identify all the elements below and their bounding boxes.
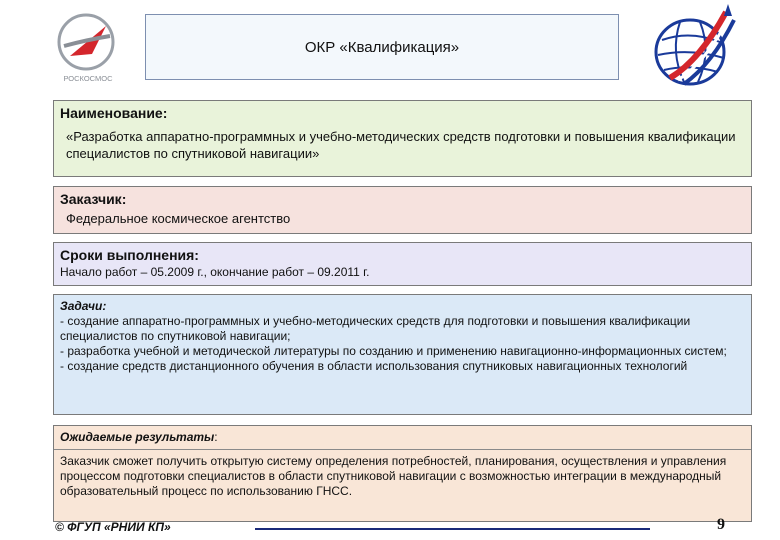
schedule-heading: Сроки выполнения: [60,247,199,263]
footer-line [255,528,650,530]
customer-heading: Заказчик: [60,191,127,207]
page-title-box [145,14,619,80]
rnii-kp-logo [640,0,750,92]
page-title: ОКР «Квалификация» [304,38,460,56]
results-heading: Ожидаемые результаты [60,430,215,444]
results-heading-colon: : [214,430,218,444]
results-text: Заказчик сможет получить открытую систему определения потребностей, планирования, осуществления и управления процессом подготовки специалистов в области спутниковой навигации с возможностью интеграции в международный образовательный процесс по использованию ГНСС. [60,454,727,498]
page-number: 9 [717,516,725,533]
roscosmos-logo [48,10,128,84]
results-divider [54,449,751,450]
tasks-section [53,294,752,415]
results-section [53,425,752,522]
task-line: - создание аппаратно-программных и учебно-методических средств для подготовки и повышения квалификации специалистов по спутниковой навигации; [60,314,691,343]
customer-text: Федеральное космическое агентство [66,211,291,226]
schedule-text: Начало работ – 05.2009 г., окончание работ – 09.2011 г. [60,265,370,279]
name-section [53,100,752,177]
customer-section [53,186,752,234]
results-heading-row [60,430,745,445]
footer-copyright: © ФГУП «РНИИ КП» [55,520,171,534]
name-heading: Наименование: [60,105,168,121]
tasks-heading: Задачи: [60,299,107,313]
svg-text:РОСКОСМОС: РОСКОСМОС [63,74,113,83]
task-line: - разработка учебной и методической литературы по созданию и применению навигационно-информационных систем; [60,344,727,358]
schedule-section [53,242,752,286]
name-text: «Разработка аппаратно-программных и учебно-методических средств подготовки и повышения квалификации специалистов по спутниковой навигации» [66,129,736,161]
task-line: - создание средств дистанционного обучения в области использования спутниковых навигационных технологий [60,359,688,373]
